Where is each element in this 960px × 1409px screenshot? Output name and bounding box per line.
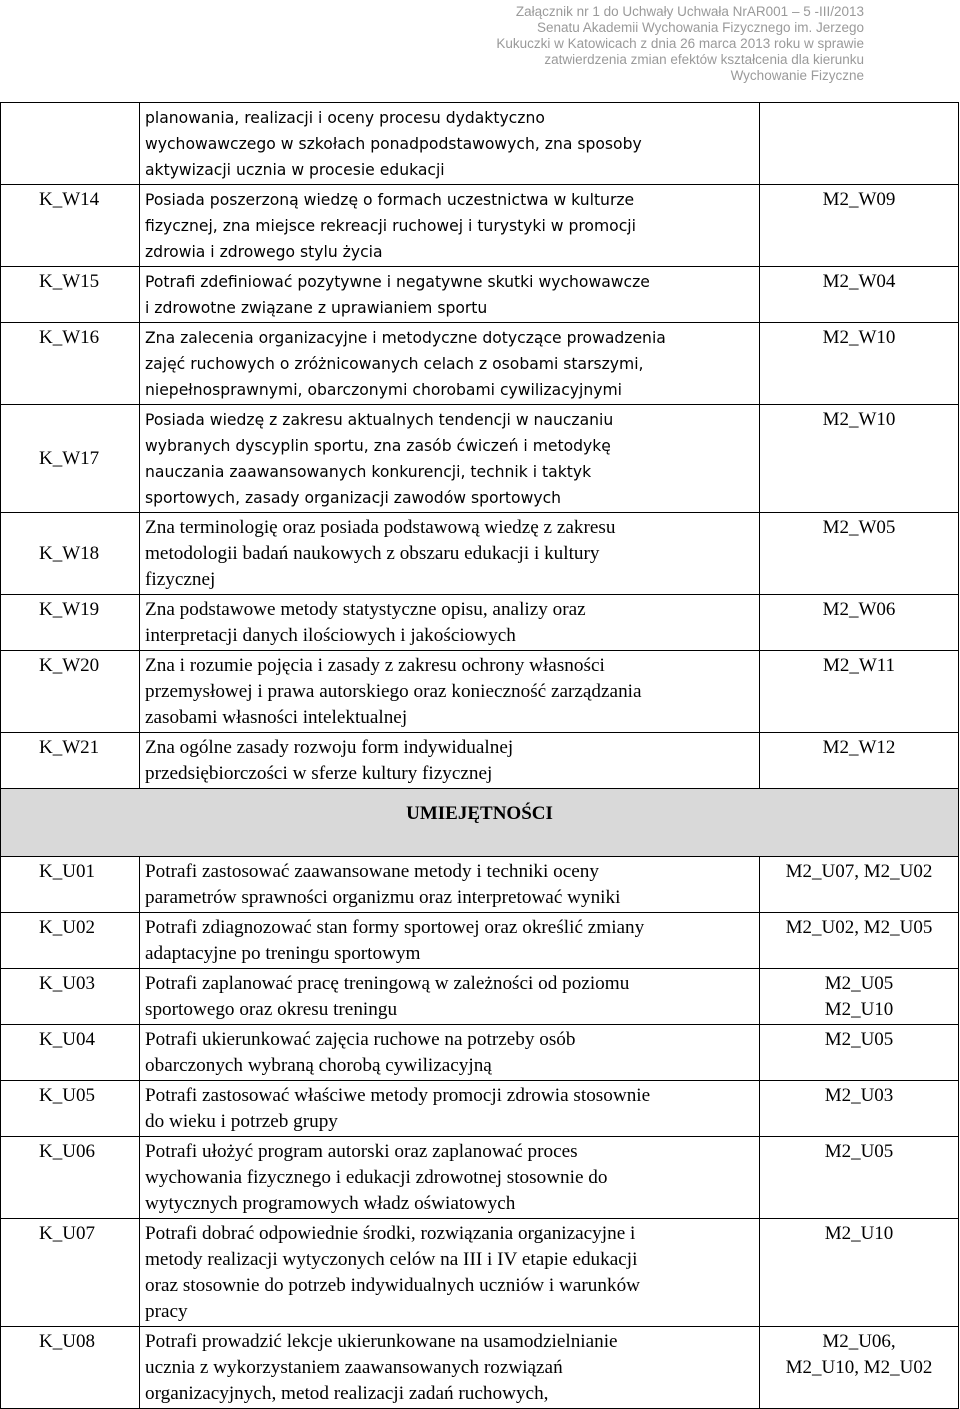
text-line: M2_U03 bbox=[824, 1085, 894, 1106]
outcome-reference: M2_W04 bbox=[760, 267, 959, 323]
section-heading: UMIEJĘTNOŚCI bbox=[1, 789, 959, 857]
text-line: M2_U10 bbox=[824, 999, 894, 1020]
outcome-reference bbox=[760, 1327, 959, 1409]
text-line: Posiada poszerzoną wiedzę o formach uczestnictwa w kulturze bbox=[145, 191, 635, 209]
text-line: M2_U02, M2_U05 bbox=[785, 917, 933, 938]
text-line: zdrowia i zdrowego stylu życia bbox=[145, 243, 383, 261]
outcome-reference: M2_W05 bbox=[760, 513, 959, 595]
text-line: M2_U07, M2_U02 bbox=[785, 861, 933, 882]
text-line: Potrafi zdiagnozować stan formy sportowej oraz określić zmiany bbox=[145, 917, 645, 938]
outcome-description bbox=[140, 1219, 760, 1327]
text-line: Zna ogólne zasady rozwoju form indywidualnej bbox=[145, 737, 514, 758]
outcome-code: K_W14 bbox=[1, 185, 140, 267]
table-row bbox=[1, 1137, 959, 1219]
text-line: Potrafi prowadzić lekcje ukierunkowane na usamodzielnianie bbox=[145, 1331, 618, 1352]
outcome-reference: M2_W10 bbox=[760, 405, 959, 513]
table-body bbox=[1, 103, 959, 1409]
text-line: metody realizacji wytyczonych celów na III i IV etapie edukacji bbox=[145, 1249, 638, 1270]
outcome-description bbox=[140, 857, 760, 913]
text-line: wytycznych programowych władz oświatowych bbox=[145, 1193, 516, 1214]
table-row bbox=[1, 913, 959, 969]
outcome-code: K_U07 bbox=[1, 1219, 140, 1327]
text-line: sportowych, zasady organizacji zawodów sportowych bbox=[145, 489, 562, 507]
text-line: zajęć ruchowych o zróżnicowanych celach z osobami starszymi, bbox=[145, 355, 644, 373]
outcome-description bbox=[140, 1025, 760, 1081]
outcome-reference: M2_W06 bbox=[760, 595, 959, 651]
text-line: Zna zalecenia organizacyjne i metodyczne dotyczące prowadzenia bbox=[145, 329, 666, 347]
table-row bbox=[1, 1327, 959, 1409]
text-line: wybranych dyscyplin sportu, zna zasób ćwiczeń i metodykę bbox=[145, 437, 611, 455]
text-line: Potrafi ukierunkować zajęcia ruchowe na potrzeby osób bbox=[145, 1029, 576, 1050]
header-note-line: zatwierdzenia zmian efektów kształcenia dla kierunku bbox=[544, 52, 864, 67]
text-line: Zna podstawowe metody statystyczne opisu, analizy oraz bbox=[145, 599, 586, 620]
text-line: oraz stosownie do potrzeb indywidualnych uczniów i warunków bbox=[145, 1275, 641, 1296]
text-line: zasobami własności intelektualnej bbox=[145, 707, 408, 728]
table-row bbox=[1, 1219, 959, 1327]
text-line: aktywizacji ucznia w procesie edukacji bbox=[145, 161, 445, 179]
text-line: obarczonych wybraną chorobą cywilizacyjną bbox=[145, 1055, 492, 1076]
text-line: fizycznej bbox=[145, 569, 216, 590]
outcome-code: K_W21 bbox=[1, 733, 140, 789]
table-row bbox=[1, 1081, 959, 1137]
table-row bbox=[1, 323, 959, 405]
outcome-reference: M2_W10 bbox=[760, 323, 959, 405]
outcome-code: K_U05 bbox=[1, 1081, 140, 1137]
outcome-code: K_W16 bbox=[1, 323, 140, 405]
outcome-code: K_U03 bbox=[1, 969, 140, 1025]
text-line: adaptacyjne po treningu sportowym bbox=[145, 943, 421, 964]
table-row bbox=[1, 595, 959, 651]
outcome-reference bbox=[760, 1025, 959, 1081]
reference-cell bbox=[760, 103, 959, 185]
outcome-description bbox=[140, 1137, 760, 1219]
outcome-code: K_W20 bbox=[1, 651, 140, 733]
text-line: organizacyjnych, metod realizacji zadań ruchowych, bbox=[145, 1383, 549, 1404]
text-line: Potrafi zastosować zaawansowane metody i techniki oceny bbox=[145, 861, 599, 882]
text-line: wychowawczego w szkołach ponadpodstawowych, zna sposoby bbox=[145, 135, 642, 153]
outcome-code: K_U06 bbox=[1, 1137, 140, 1219]
text-line: M2_U05 bbox=[824, 1141, 894, 1162]
text-line: Potrafi zdefiniować pozytywne i negatywne skutki wychowawcze bbox=[145, 273, 650, 291]
text-line: Posiada wiedzę z zakresu aktualnych tendencji w nauczaniu bbox=[145, 411, 614, 429]
outcome-reference bbox=[760, 913, 959, 969]
outcome-description bbox=[140, 267, 760, 323]
outcome-reference bbox=[760, 1219, 959, 1327]
header-note-line: Wychowanie Fizyczne bbox=[730, 68, 864, 83]
text-line: Potrafi zaplanować pracę treningową w zależności od poziomu bbox=[145, 973, 630, 994]
header-note-line: Załącznik nr 1 do Uchwały Uchwała NrAR001 – 5 -III/2013 bbox=[515, 4, 864, 19]
outcome-description bbox=[140, 733, 760, 789]
outcome-code: K_W19 bbox=[1, 595, 140, 651]
text-line: M2_U10 bbox=[824, 1223, 894, 1244]
text-line: niepełnosprawnymi, obarczonymi chorobami cywilizacyjnymi bbox=[145, 381, 623, 399]
text-line: Potrafi ułożyć program autorski oraz zaplanować proces bbox=[145, 1141, 578, 1162]
outcome-reference bbox=[760, 969, 959, 1025]
text-line: Zna i rozumie pojęcia i zasady z zakresu ochrony własności bbox=[145, 655, 605, 676]
text-line: sportowego oraz okresu treningu bbox=[145, 999, 398, 1020]
outcome-code: K_U01 bbox=[1, 857, 140, 913]
table-row bbox=[1, 103, 959, 185]
text-line: planowania, realizacji i oceny procesu dydaktyczno bbox=[145, 109, 545, 127]
outcome-code: K_W15 bbox=[1, 267, 140, 323]
outcome-reference: M2_W12 bbox=[760, 733, 959, 789]
outcome-description bbox=[140, 323, 760, 405]
learning-outcomes-table bbox=[0, 102, 959, 1409]
description-cell bbox=[140, 103, 760, 185]
header-note bbox=[394, 4, 864, 84]
outcome-description bbox=[140, 651, 760, 733]
text-line: M2_U05 bbox=[824, 1029, 894, 1050]
text-line: Zna terminologię oraz posiada podstawową wiedzę z zakresu bbox=[145, 517, 616, 538]
table-row bbox=[1, 267, 959, 323]
table-row bbox=[1, 857, 959, 913]
outcome-description bbox=[140, 513, 760, 595]
outcome-reference bbox=[760, 1137, 959, 1219]
text-line: M2_U05 bbox=[824, 973, 894, 994]
text-line: pracy bbox=[145, 1301, 188, 1322]
outcome-description bbox=[140, 405, 760, 513]
text-line: Potrafi dobrać odpowiednie środki, rozwiązania organizacyjne i bbox=[145, 1223, 636, 1244]
text-line: wychowania fizycznego i edukacji zdrowotnej stosownie do bbox=[145, 1167, 608, 1188]
text-line: Potrafi zastosować właściwe metody promocji zdrowia stosownie bbox=[145, 1085, 651, 1106]
text-line: interpretacji danych ilościowych i jakościowych bbox=[145, 625, 516, 646]
outcome-reference: M2_W11 bbox=[760, 651, 959, 733]
table-row bbox=[1, 969, 959, 1025]
outcome-code: K_W18 bbox=[1, 513, 140, 595]
outcome-reference bbox=[760, 857, 959, 913]
text-line: nauczania zaawansowanych konkurencji, technik i taktyk bbox=[145, 463, 592, 481]
outcome-reference: M2_W09 bbox=[760, 185, 959, 267]
table-row bbox=[1, 185, 959, 267]
outcome-description bbox=[140, 969, 760, 1025]
table-row bbox=[1, 1025, 959, 1081]
table-row bbox=[1, 733, 959, 789]
code-cell bbox=[1, 103, 140, 185]
table-row bbox=[1, 513, 959, 595]
header-note-line: Senatu Akademii Wychowania Fizycznego im. Jerzego bbox=[536, 20, 864, 35]
text-line: M2_U06, bbox=[822, 1331, 896, 1352]
outcome-code: K_U08 bbox=[1, 1327, 140, 1409]
text-line: ucznia z wykorzystaniem zaawansowanych rozwiązań bbox=[145, 1357, 563, 1378]
outcome-code: K_U02 bbox=[1, 913, 140, 969]
text-line: przemysłowej i prawa autorskiego oraz konieczność zarządzania bbox=[145, 681, 642, 702]
text-line: przedsiębiorczości w sferze kultury fizycznej bbox=[145, 763, 493, 784]
section-row bbox=[1, 789, 959, 857]
table-row bbox=[1, 651, 959, 733]
text-line: i zdrowotne związane z uprawianiem sportu bbox=[145, 299, 488, 317]
outcome-code: K_U04 bbox=[1, 1025, 140, 1081]
outcome-description bbox=[140, 595, 760, 651]
text-line: fizycznej, zna miejsce rekreacji ruchowej i turystyki w promocji bbox=[145, 217, 636, 235]
outcome-code: K_W17 bbox=[1, 405, 140, 513]
outcome-description bbox=[140, 185, 760, 267]
outcome-reference bbox=[760, 1081, 959, 1137]
text-line: do wieku i potrzeb grupy bbox=[145, 1111, 338, 1132]
text-line: M2_U10, M2_U02 bbox=[785, 1357, 933, 1378]
text-line: metodologii badań naukowych z obszaru edukacji i kultury bbox=[145, 543, 600, 564]
outcome-description bbox=[140, 913, 760, 969]
table-row bbox=[1, 405, 959, 513]
header-note-line: Kukuczki w Katowicach z dnia 26 marca 2013 roku w sprawie bbox=[496, 36, 864, 51]
outcome-description bbox=[140, 1081, 760, 1137]
outcome-description bbox=[140, 1327, 760, 1409]
text-line: parametrów sprawności organizmu oraz interpretować wyniki bbox=[145, 887, 621, 908]
